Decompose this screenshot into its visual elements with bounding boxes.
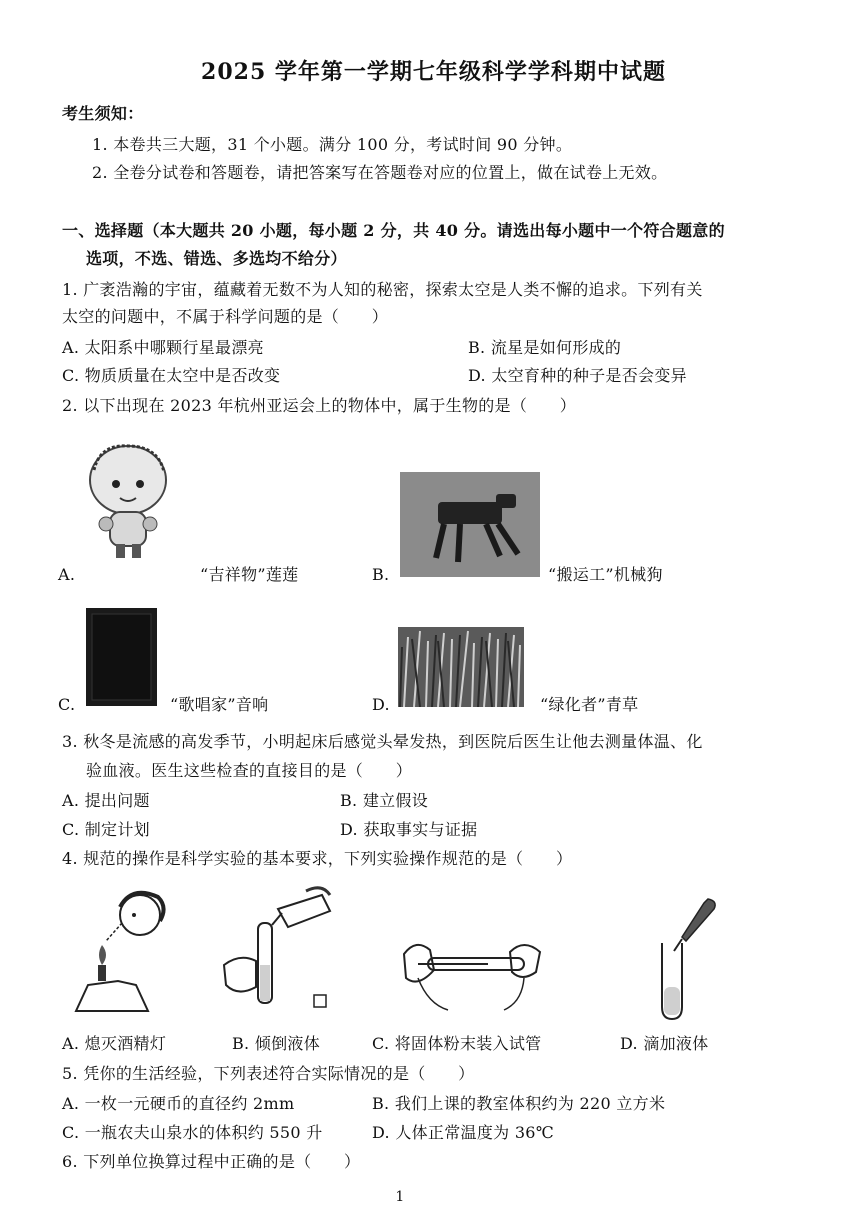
- dropper-figure: [652, 895, 722, 1025]
- mascot-figure: [80, 440, 175, 565]
- q1-stem-line2: 太空的问题中，不属于科学问题的是（ ）: [62, 307, 389, 326]
- page-number: 1: [395, 1189, 405, 1205]
- q5-option-c: C. 一瓶农夫山泉水的体积约 550 升: [62, 1123, 323, 1142]
- section1-heading-line1: 一、选择题（本大题共 20 小题，每小题 2 分，共 40 分。请选出每小题中一个符合题意的: [62, 221, 725, 240]
- q1-option-b: B. 流星是如何形成的: [468, 338, 622, 357]
- exam-title: 2025 学年第一学期七年级科学学科期中试题: [201, 59, 666, 85]
- q6-stem: 6. 下列单位换算过程中正确的是（ ）: [62, 1152, 361, 1171]
- q3-option-c: C. 制定计划: [62, 820, 150, 839]
- q4-option-c: C. 将固体粉末装入试管: [372, 1034, 542, 1053]
- q4-option-a: A. 熄灭酒精灯: [62, 1034, 167, 1053]
- q3-option-d: D. 获取事实与证据: [340, 820, 478, 839]
- notice-heading: 考生须知：: [62, 104, 144, 123]
- section1-heading-line2: 选项，不选、错选、多选均不给分）: [86, 249, 347, 268]
- q2-stem: 2. 以下出现在 2023 年杭州亚运会上的物体中，属于生物的是（ ）: [62, 396, 577, 415]
- q2-option-a-label: “吉祥物”莲莲: [200, 565, 299, 584]
- q5-option-b: B. 我们上课的教室体积约为 220 立方米: [372, 1094, 666, 1113]
- q3-option-a: A. 提出问题: [62, 791, 150, 810]
- powder-loading-figure: [398, 930, 548, 1015]
- q4-stem: 4. 规范的操作是科学实验的基本要求，下列实验操作规范的是（ ）: [62, 849, 573, 868]
- speaker-figure: [84, 606, 159, 708]
- q2-option-a-letter: A.: [58, 565, 76, 584]
- q2-option-c-letter: C.: [58, 695, 76, 714]
- q4-option-d: D. 滴加液体: [620, 1034, 709, 1053]
- q3-stem-line1: 3. 秋冬是流感的高发季节，小明起床后感觉头晕发热，到医院后医生让他去测量体温、化: [62, 732, 703, 751]
- q3-option-b: B. 建立假设: [340, 791, 429, 810]
- q2-option-d-label: “绿化者”青草: [540, 695, 639, 714]
- q5-option-d: D. 人体正常温度为 36℃: [372, 1123, 554, 1142]
- q5-stem: 5. 凭你的生活经验，下列表述符合实际情况的是（ ）: [62, 1064, 475, 1083]
- q1-option-d: D. 太空育种的种子是否会变异: [468, 366, 687, 385]
- q2-option-b-label: “搬运工”机械狗: [548, 565, 663, 584]
- notice-item-1: 1. 本卷共三大题，31 个小题。满分 100 分，考试时间 90 分钟。: [92, 135, 573, 154]
- alcohol-lamp-figure: [62, 885, 172, 1020]
- q1-stem-line1: 1. 广袤浩瀚的宇宙，蕴藏着无数不为人知的秘密，探索太空是人类不懈的追求。下列有关: [62, 280, 703, 299]
- notice-item-2: 2. 全卷分试卷和答题卷，请把答案写在答题卷对应的位置上，做在试卷上无效。: [92, 163, 668, 182]
- q1-option-c: C. 物质质量在太空中是否改变: [62, 366, 281, 385]
- robot-dog-figure: [400, 472, 540, 577]
- q1-option-a: A. 太阳系中哪颗行星最漂亮: [62, 338, 264, 357]
- q2-option-b-letter: B.: [372, 565, 390, 584]
- q5-option-a: A. 一枚一元硬币的直径约 2mm: [62, 1094, 295, 1113]
- pouring-liquid-figure: [218, 885, 348, 1020]
- grass-figure: [398, 627, 524, 707]
- q2-option-c-label: “歌唱家”音响: [170, 695, 269, 714]
- q2-option-d-letter: D.: [372, 695, 390, 714]
- q4-option-b: B. 倾倒液体: [232, 1034, 321, 1053]
- q3-stem-line2: 验血液。医生这些检查的直接目的是（ ）: [86, 761, 413, 780]
